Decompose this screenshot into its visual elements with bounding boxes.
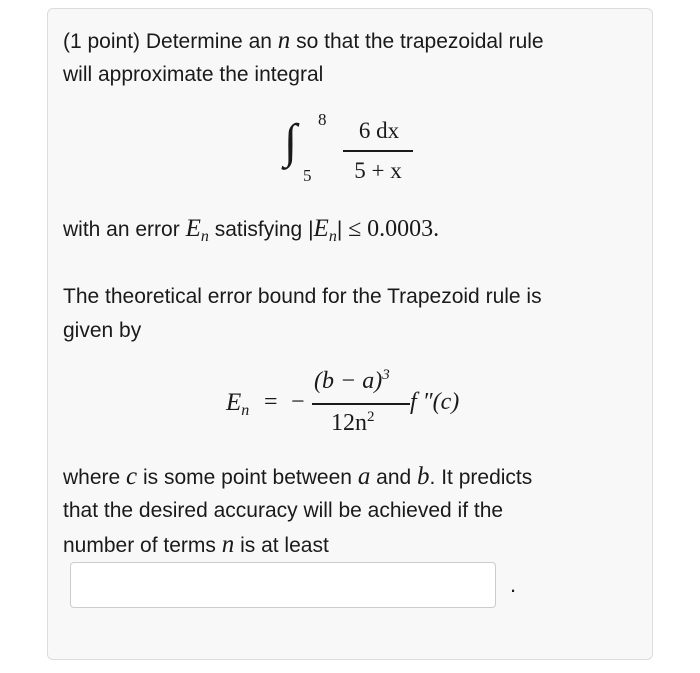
lower-limit: 5 [303, 166, 312, 185]
error-period: . [433, 216, 440, 242]
integral-sign: ∫ [284, 115, 298, 168]
fraction-bar [343, 150, 413, 152]
bound-line-1: The theoretical error bound for the Trapezoid rule is [63, 285, 542, 308]
var-n: n [277, 27, 291, 54]
le-symbol: ≤ [348, 216, 362, 242]
error-line [63, 212, 633, 249]
formula-lhs: En [226, 389, 250, 419]
error-mid: satisfying [214, 218, 303, 241]
bound-line-2: given by [63, 319, 142, 342]
var-c: c [126, 463, 138, 490]
integral-denominator: 5 + x [354, 158, 402, 183]
formula-tail: f ″(c) [410, 389, 460, 415]
error-sub: n [200, 228, 209, 245]
error-prefix: with an error [63, 218, 180, 241]
answer-input[interactable] [70, 562, 496, 608]
upper-limit: 8 [318, 110, 327, 129]
error-value: 0.0003 [367, 216, 434, 242]
var-a: a [357, 463, 371, 490]
formula-denominator: $12n^2$ [331, 409, 375, 436]
intro-text-rest: so that the trapezoidal rule [296, 30, 544, 53]
intro-line-1 [63, 24, 633, 59]
intro-text: (1 point) Determine an [63, 30, 272, 53]
formula-minus: − [291, 389, 305, 415]
error-var: E [185, 215, 201, 242]
intro-line-2: will approximate the integral [63, 63, 324, 86]
var-b: b [417, 463, 430, 490]
abs-left: | [308, 218, 314, 241]
trailing-period: . [510, 572, 517, 597]
formula-numerator: $(b - a)^3$ [314, 367, 390, 394]
abs-var: E [313, 215, 329, 242]
terms-line: number of terms n is at least [63, 531, 329, 558]
integral-numerator: 6 dx [358, 118, 400, 143]
formula-equals: = [264, 389, 278, 415]
formula-fraction-bar [312, 403, 410, 405]
abs-right: | [336, 218, 343, 241]
accuracy-line: that the desired accuracy will be achieved if the [63, 499, 504, 522]
abs-sub: n [328, 228, 337, 245]
where-line: where c is some point between a and b. It predicts [63, 463, 533, 490]
var-n-terms: n [221, 531, 235, 558]
